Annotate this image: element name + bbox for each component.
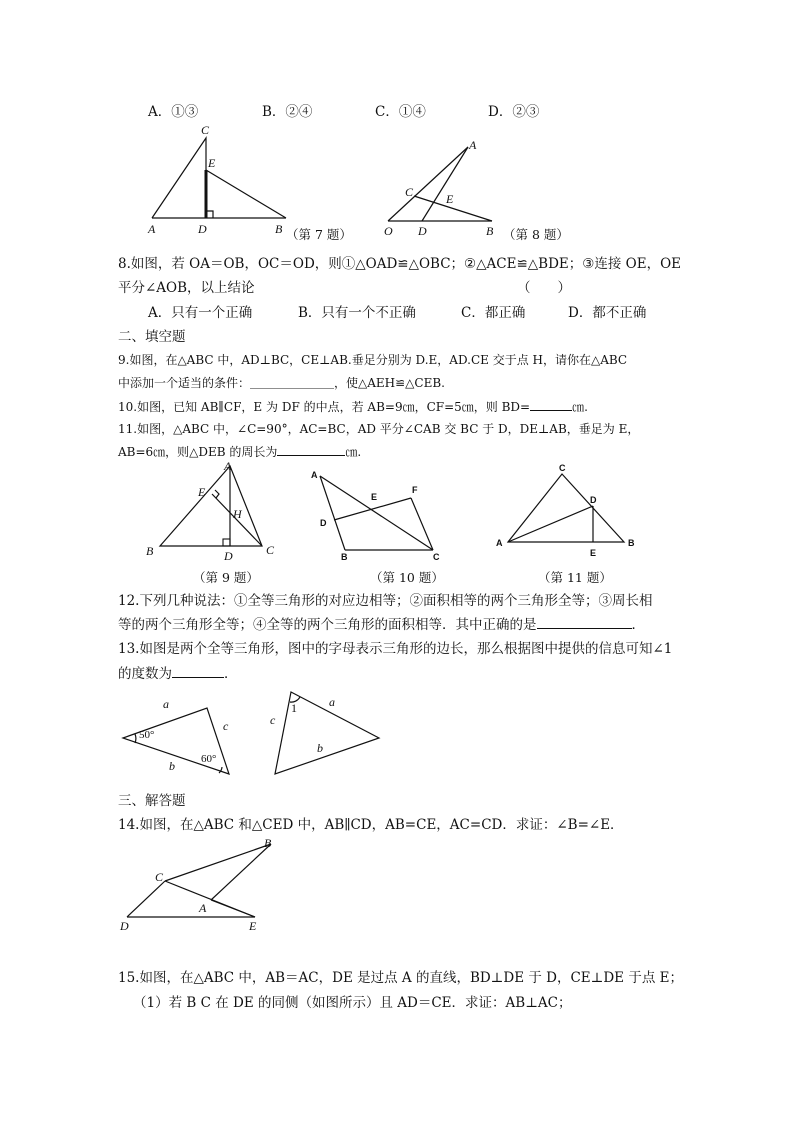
section-fill-blank-heading: 二、填空题 (118, 329, 186, 345)
fig11-label-e: E (590, 548, 597, 558)
figure-14 (115, 836, 285, 936)
q7-option-d: D．②③ (488, 104, 540, 120)
figure-13 (115, 690, 395, 782)
q14-text: 14.如图，在△ABC 和△CED 中，AB∥CD，AB=CE，AC=CD．求证：∠B=∠E． (118, 817, 624, 833)
fig7-label-e: E (208, 156, 216, 170)
fig9-label-a: A (224, 459, 232, 473)
fig8-label-c: C (405, 185, 414, 199)
fig9-label-e: E (198, 485, 206, 499)
q15-line2: （1）若 B C 在 DE 的同侧（如图所示）且 AD＝CE．求证：AB⊥AC； (133, 995, 572, 1011)
fig13-left-label-a: a (163, 697, 169, 711)
fig13-right-angle-1: 1 (291, 701, 297, 715)
q8-option-b: B．只有一个不正确 (298, 305, 416, 321)
q11-line1: 11.如图，△ABC 中，∠C=90°，AC=BC，AD 平分∠CAB 交 BC 于 D，DE⊥AB，垂足为 E， (118, 422, 640, 436)
fig9-label-h: H (233, 507, 242, 521)
q10-stem: 10.如图，已知 AB∥CF，E 为 DF 的中点，若 AB=9㎝，CF=5㎝，则 BD= (118, 400, 531, 414)
fig13-right-label-a: a (329, 695, 335, 709)
fig9-label-b: B (146, 544, 154, 558)
q8-line2: 平分∠AOB，以上结论 (118, 280, 255, 296)
q8-answer-paren: （ ） (517, 280, 571, 296)
q8-option-d: D．都不正确 (568, 305, 647, 321)
q7-option-c: C．①④ (375, 104, 426, 120)
q12-answer-blank[interactable] (537, 614, 632, 629)
fig13-left-angle-50: 50° (139, 729, 155, 741)
section-solve-heading: 三、解答题 (118, 793, 186, 809)
fig7-label-b: B (275, 222, 283, 236)
fig13-left-angle-60: 60° (201, 753, 217, 765)
fig10-label-a: A (311, 470, 318, 480)
fig10-label-b: B (341, 552, 348, 562)
fig9-label-d: D (224, 549, 233, 563)
figure-7 (140, 120, 300, 240)
q12-end: ． (631, 617, 645, 633)
q7-option-b: B．②④ (262, 104, 313, 120)
fig7-label-a: A (148, 222, 156, 236)
q12-line1: 12.下列几种说法：①全等三角形的对应边相等；②面积相等的两个三角形全等；③周长相 (118, 593, 653, 609)
q11-stem: AB=6㎝，则△DEB 的周长为 (118, 445, 278, 459)
figure-8 (380, 135, 510, 240)
q12-stem: 等的两个三角形全等；④全等的两个三角形的面积相等．其中正确的是 (118, 617, 537, 633)
fig13-left-label-c: c (223, 719, 229, 733)
q8-option-a: A．只有一个正确 (148, 305, 253, 321)
fig14-label-e: E (249, 919, 257, 933)
q11-unit: ㎝. (345, 445, 362, 459)
figure-10 (305, 462, 450, 566)
q12-line2 (118, 614, 645, 635)
fig7-caption: （第 7 题） (286, 227, 352, 242)
fig11-label-b: B (628, 538, 635, 548)
fig14-label-c: C (155, 870, 164, 884)
q13-line2 (118, 663, 238, 684)
fig8-label-o: O (384, 224, 393, 238)
fig13-right-label-c: c (270, 713, 276, 727)
fig9-caption: （第 9 题） (193, 570, 259, 585)
fig8-label-b: B (486, 224, 494, 238)
q13-answer-blank[interactable] (172, 663, 224, 678)
q10-unit: ㎝. (572, 400, 588, 414)
fig10-label-f: F (412, 485, 418, 495)
fig8-label-a: A (469, 138, 477, 152)
q8-line1: 8.如图，若 OA＝OB，OC＝OD，则①△OAD≌△OBC；②△ACE≌△BDE；③连接 OE，OE (118, 256, 681, 272)
fig10-label-e: E (371, 492, 378, 502)
fig11-label-a: A (496, 538, 503, 548)
fig10-caption: （第 10 题） (370, 570, 444, 585)
q13-line1: 13.如图是两个全等三角形，图中的字母表示三角形的边长，那么根据图中提供的信息可知∠1 (118, 641, 673, 657)
fig10-label-d: D (320, 518, 327, 528)
fig10-label-c: C (433, 552, 440, 562)
fig8-label-e: E (446, 192, 454, 206)
fig8-label-d: D (418, 224, 427, 238)
q7-option-a: A．①③ (148, 104, 199, 120)
q8-option-c: C．都正确 (461, 305, 526, 321)
q13-end: ． (224, 666, 238, 682)
fig7-label-d: D (198, 222, 207, 236)
fig11-label-d: D (590, 495, 597, 505)
q13-stem: 的度数为 (118, 666, 172, 682)
fig11-caption: （第 11 题） (538, 570, 612, 585)
q15-line1: 15.如图，在△ABC 中，AB＝AC，DE 是过点 A 的直线，BD⊥DE 于 D，CE⊥DE 于点 E； (118, 970, 683, 986)
fig13-left-label-b: b (169, 759, 175, 773)
fig8-caption: （第 8 题） (503, 227, 569, 242)
fig14-label-a: A (199, 901, 207, 915)
fig14-label-d: D (120, 919, 129, 933)
q9-line1: 9.如图，在△ABC 中，AD⊥BC，CE⊥AB.垂足分别为 D.E，AD.CE 交于点 H，请你在△ABC (118, 353, 628, 367)
figure-9 (140, 458, 290, 566)
fig11-label-c: C (559, 463, 566, 473)
fig13-right-label-b: b (317, 741, 323, 755)
q11-answer-blank[interactable] (277, 441, 345, 456)
fig14-label-b: B (264, 836, 272, 850)
q10-answer-blank[interactable] (530, 396, 572, 411)
fig7-label-c: C (201, 123, 210, 137)
fig9-label-c: C (266, 543, 275, 557)
q9-line2: 中添加一个适当的条件：＿＿＿＿＿＿＿，使△AEH≌△CEB. (118, 376, 445, 390)
q10-text (118, 396, 588, 417)
figure-11 (490, 460, 640, 566)
